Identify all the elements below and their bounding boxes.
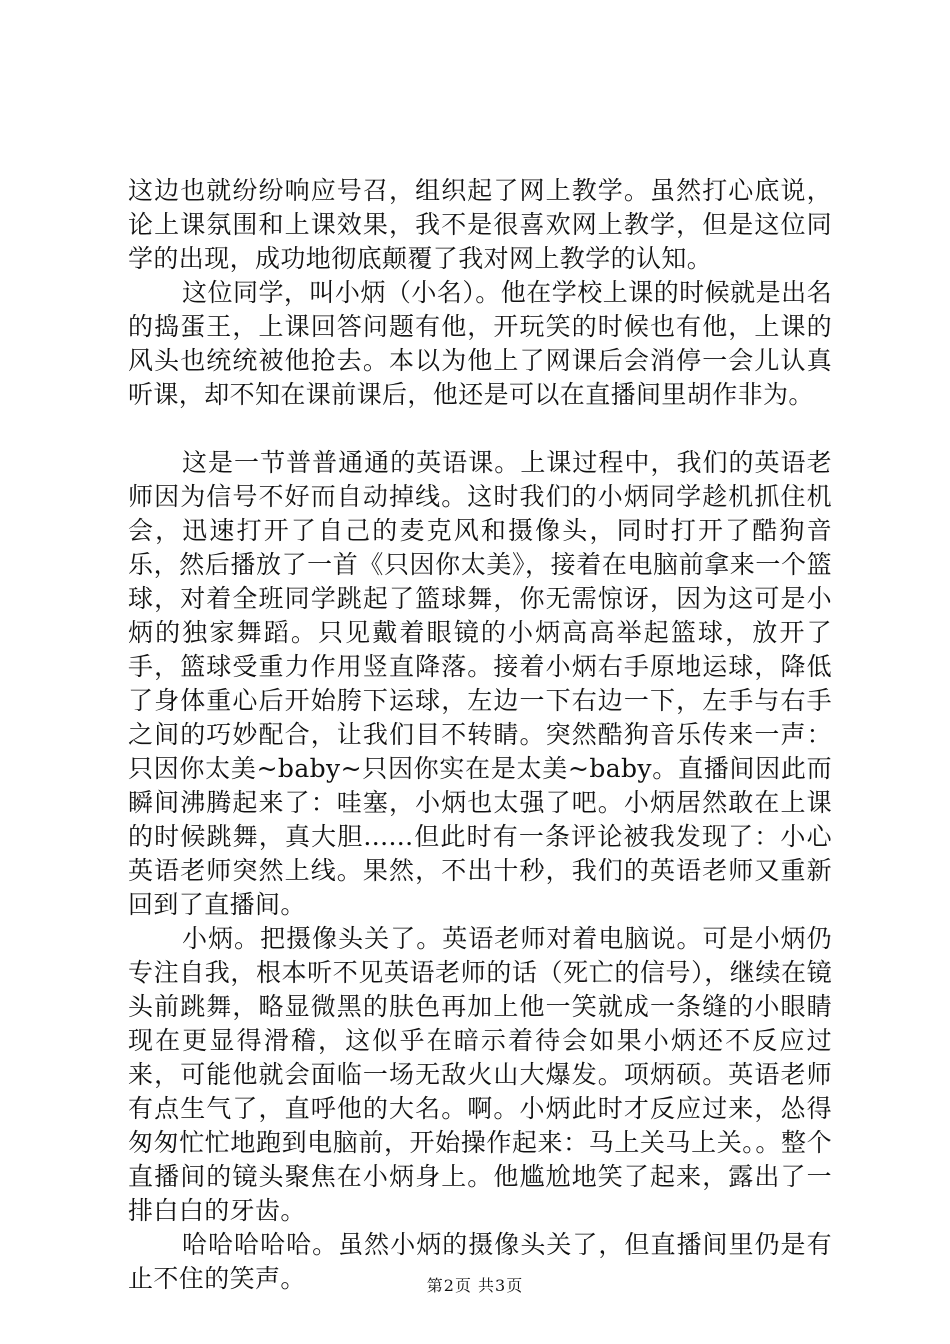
paragraph-1: 这边也就纷纷响应号召，组织起了网上教学。虽然打心底说，论上课氛围和上课效果，我不是很喜欢网上教学，但是这位同学的出现，成功地彻底颠覆了我对网上教学的认知。: [128, 176, 832, 273]
paragraph-3: 这是一节普普通通的英语课。上课过程中，我们的英语老师因为信号不好而自动掉线。这时我们的小炳同学趁机抓住机会，迅速打开了自己的麦克风和摄像头，同时打开了酷狗音乐，然后播放了一首《只因你太美》，接着在电脑前拿来一个篮球，对着全班同学跳起了篮球舞，你无需惊讶，因为这可是小炳的独家舞蹈。只见戴着眼镜的小炳高高举起篮球，放开了手，篮球受重力作用竖直降落。接着小炳右手原地运球，降低了身体重心后开始胯下运球，左边一下右边一下，左手与右手之间的巧妙配合，让我们目不转睛。突然酷狗音乐传来一声：只因你太美~baby~只因你实在是太美~baby。直播间因此而瞬间沸腾起来了：哇塞，小炳也太强了吧。小炳居然敢在上课的时候跳舞，真大胆......但此时有一条评论被我发现了：小心英语老师突然上线。果然，不出十秒，我们的英语老师又重新回到了直播间。: [128, 448, 832, 919]
paragraph-5: 哈哈哈哈哈。虽然小炳的摄像头关了，但直播间里仍是有止不住的笑声。: [128, 1230, 832, 1293]
page-number-footer: 第2页 共3页: [426, 1276, 524, 1295]
paragraph-2: 这位同学，叫小炳（小名）。他在学校上课的时候就是出名的捣蛋王，上课回答问题有他，开玩笑的时候也有他，上课的风头也统统被他抢去。本以为他上了网课后会消停一会儿认真听课，却不知在课前课后，他还是可以在直播间里胡作非为。: [128, 278, 832, 409]
paragraph-4: 小炳。把摄像头关了。英语老师对着电脑说。可是小炳仍专注自我，根本听不见英语老师的话（死亡的信号），继续在镜头前跳舞，略显微黑的肤色再加上他一笑就成一条缝的小眼睛现在更显得滑稽，这似乎在暗示着待会如果小炳还不反应过来，可能他就会面临一场无敌火山大爆发。项炳硕。英语老师有点生气了，直呼他的大名。啊。小炳此时才反应过来，怂得匆匆忙忙地跑到电脑前，开始操作起来：马上关马上关。。整个直播间的镜头聚焦在小炳身上。他尴尬地笑了起来，露出了一排白白的牙齿。: [128, 924, 832, 1225]
document-body: [128, 174, 832, 1296]
